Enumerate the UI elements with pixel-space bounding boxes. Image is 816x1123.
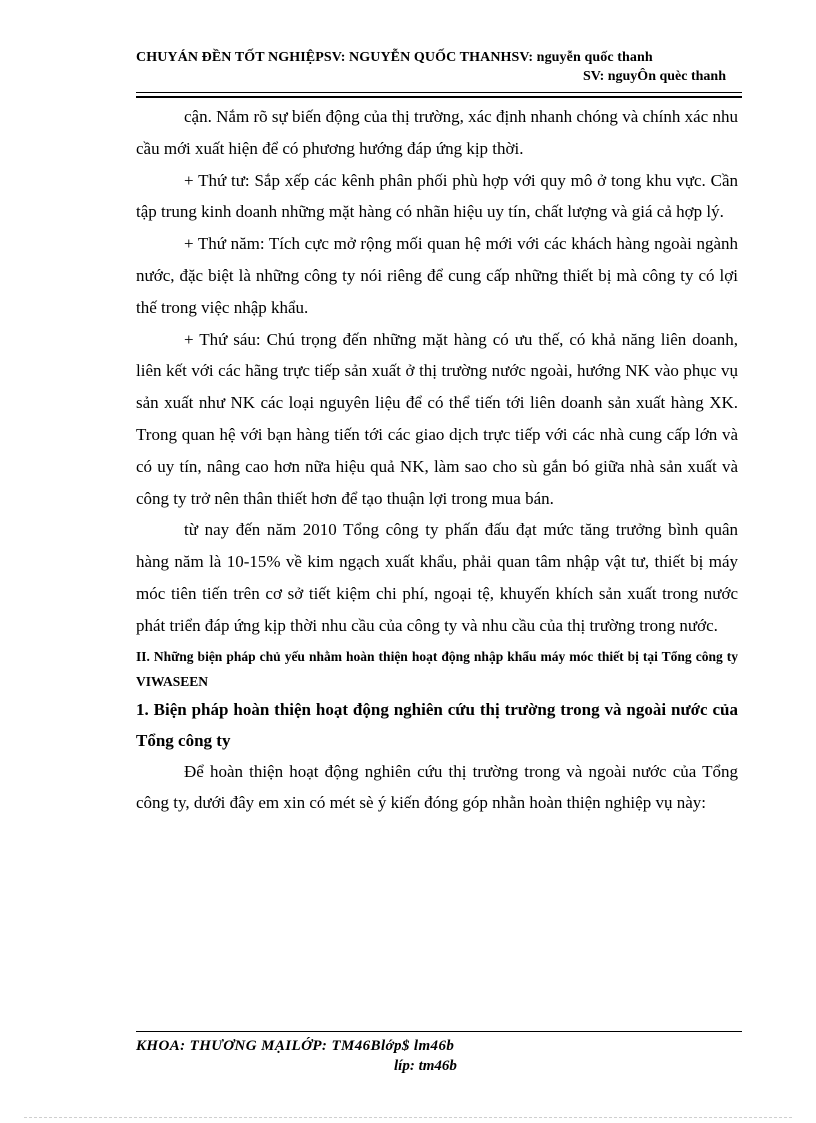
- paragraph-sixth-measure: + Thứ sáu: Chú trọng đến những mặt hàng có ưu thế, có khả năng liên doanh, liên kết với các hãng trực tiếp sản xuất ở thị trường nước ngoài, hướng NK vào phục vụ sản xuất như NK các loại nguyên liệu để có thể tiến tới liên doanh sản xuất hàng XK. Trong quan hệ với bạn hàng tiến tới các giao dịch trực tiếp với các nhà cung cấp lớn và có uy tín, nâng cao hơn nữa hiệu quả NK, làm sao cho sù gắn bó giữa nhà sản xuất và công ty trở nên thân thiết hơn để tạo thuận lợi trong mua bán.: [136, 329, 738, 508]
- footer-class: líp: tm46b: [394, 1058, 457, 1074]
- document-body: [136, 101, 738, 819]
- page-bottom-edge: [24, 1117, 792, 1118]
- section-heading: II. Những biện pháp chủ yếu nhằm hoàn thiện hoạt động nhập khẩu máy móc thiết bị tại Tổng công ty VIWASEEN: [136, 648, 738, 689]
- header-divider-thick: [136, 96, 742, 98]
- page-footer: [136, 1036, 742, 1076]
- paragraph-fifth-measure: + Thứ năm: Tích cực mở rộng mối quan hệ mới với các khách hàng ngoài ngành nước, đặc biệt là những công ty nói riêng để cung cấp những thiết bị mà công ty có lợi thế trong việc nhập khẩu.: [136, 234, 738, 317]
- subsection-heading: 1. Biện pháp hoàn thiện hoạt động nghiên cứu thị trường trong và ngoài nước của Tổng công ty: [136, 699, 738, 750]
- paragraph-growth-target: từ nay đến năm 2010 Tổng công ty phấn đấu đạt mức tăng trưởng bình quân hàng năm là 10-15% về kim ngạch xuất khẩu, phải quan tâm nhập vật tư, thiết bị máy móc tiên tiến trên cơ sở tiết kiệm chi phí, ngoại tệ, khuyến khích sản xuất trong nước phát triển đáp ứng kịp thời nhu cầu của công ty và nhu cầu của thị trường trong nước.: [136, 520, 738, 635]
- header-title: CHUYÁN ĐỀN TỐT NGHIỆPSV: NGUYỄN QUỐC THANHSV: nguyễn quốc thanh: [136, 50, 653, 65]
- paragraph-research-intro: Để hoàn thiện hoạt động nghiên cứu thị trường trong và ngoài nước của Tổng công ty, dưới đây em xin có mét sè ý kiến đóng góp nhằn hoàn thiện nghiệp vụ này:: [136, 761, 738, 813]
- paragraph-market-continuation: cận. Nắm rõ sự biến động của thị trường, xác định nhanh chóng và chính xác nhu cầu mới xuất hiện để có phương hướng đáp ứng kịp thời.: [136, 107, 738, 158]
- page-header: [136, 48, 742, 86]
- footer-faculty: KHOA: THƯƠNG MẠILỚP: TM46Blớp$ lm46b: [136, 1038, 455, 1054]
- paragraph-fourth-measure: + Thứ tư: Sắp xếp các kênh phân phối phù hợp với quy mô ở tong khu vực. Cần tập trung kinh doanh những mặt hàng có nhãn hiệu uy tín, chất lượng và giá cả hợp lý.: [136, 170, 738, 222]
- header-subtitle: SV: nguyÔn quèc thanh: [582, 69, 726, 84]
- footer-divider: [136, 1031, 742, 1032]
- header-divider: [136, 92, 742, 93]
